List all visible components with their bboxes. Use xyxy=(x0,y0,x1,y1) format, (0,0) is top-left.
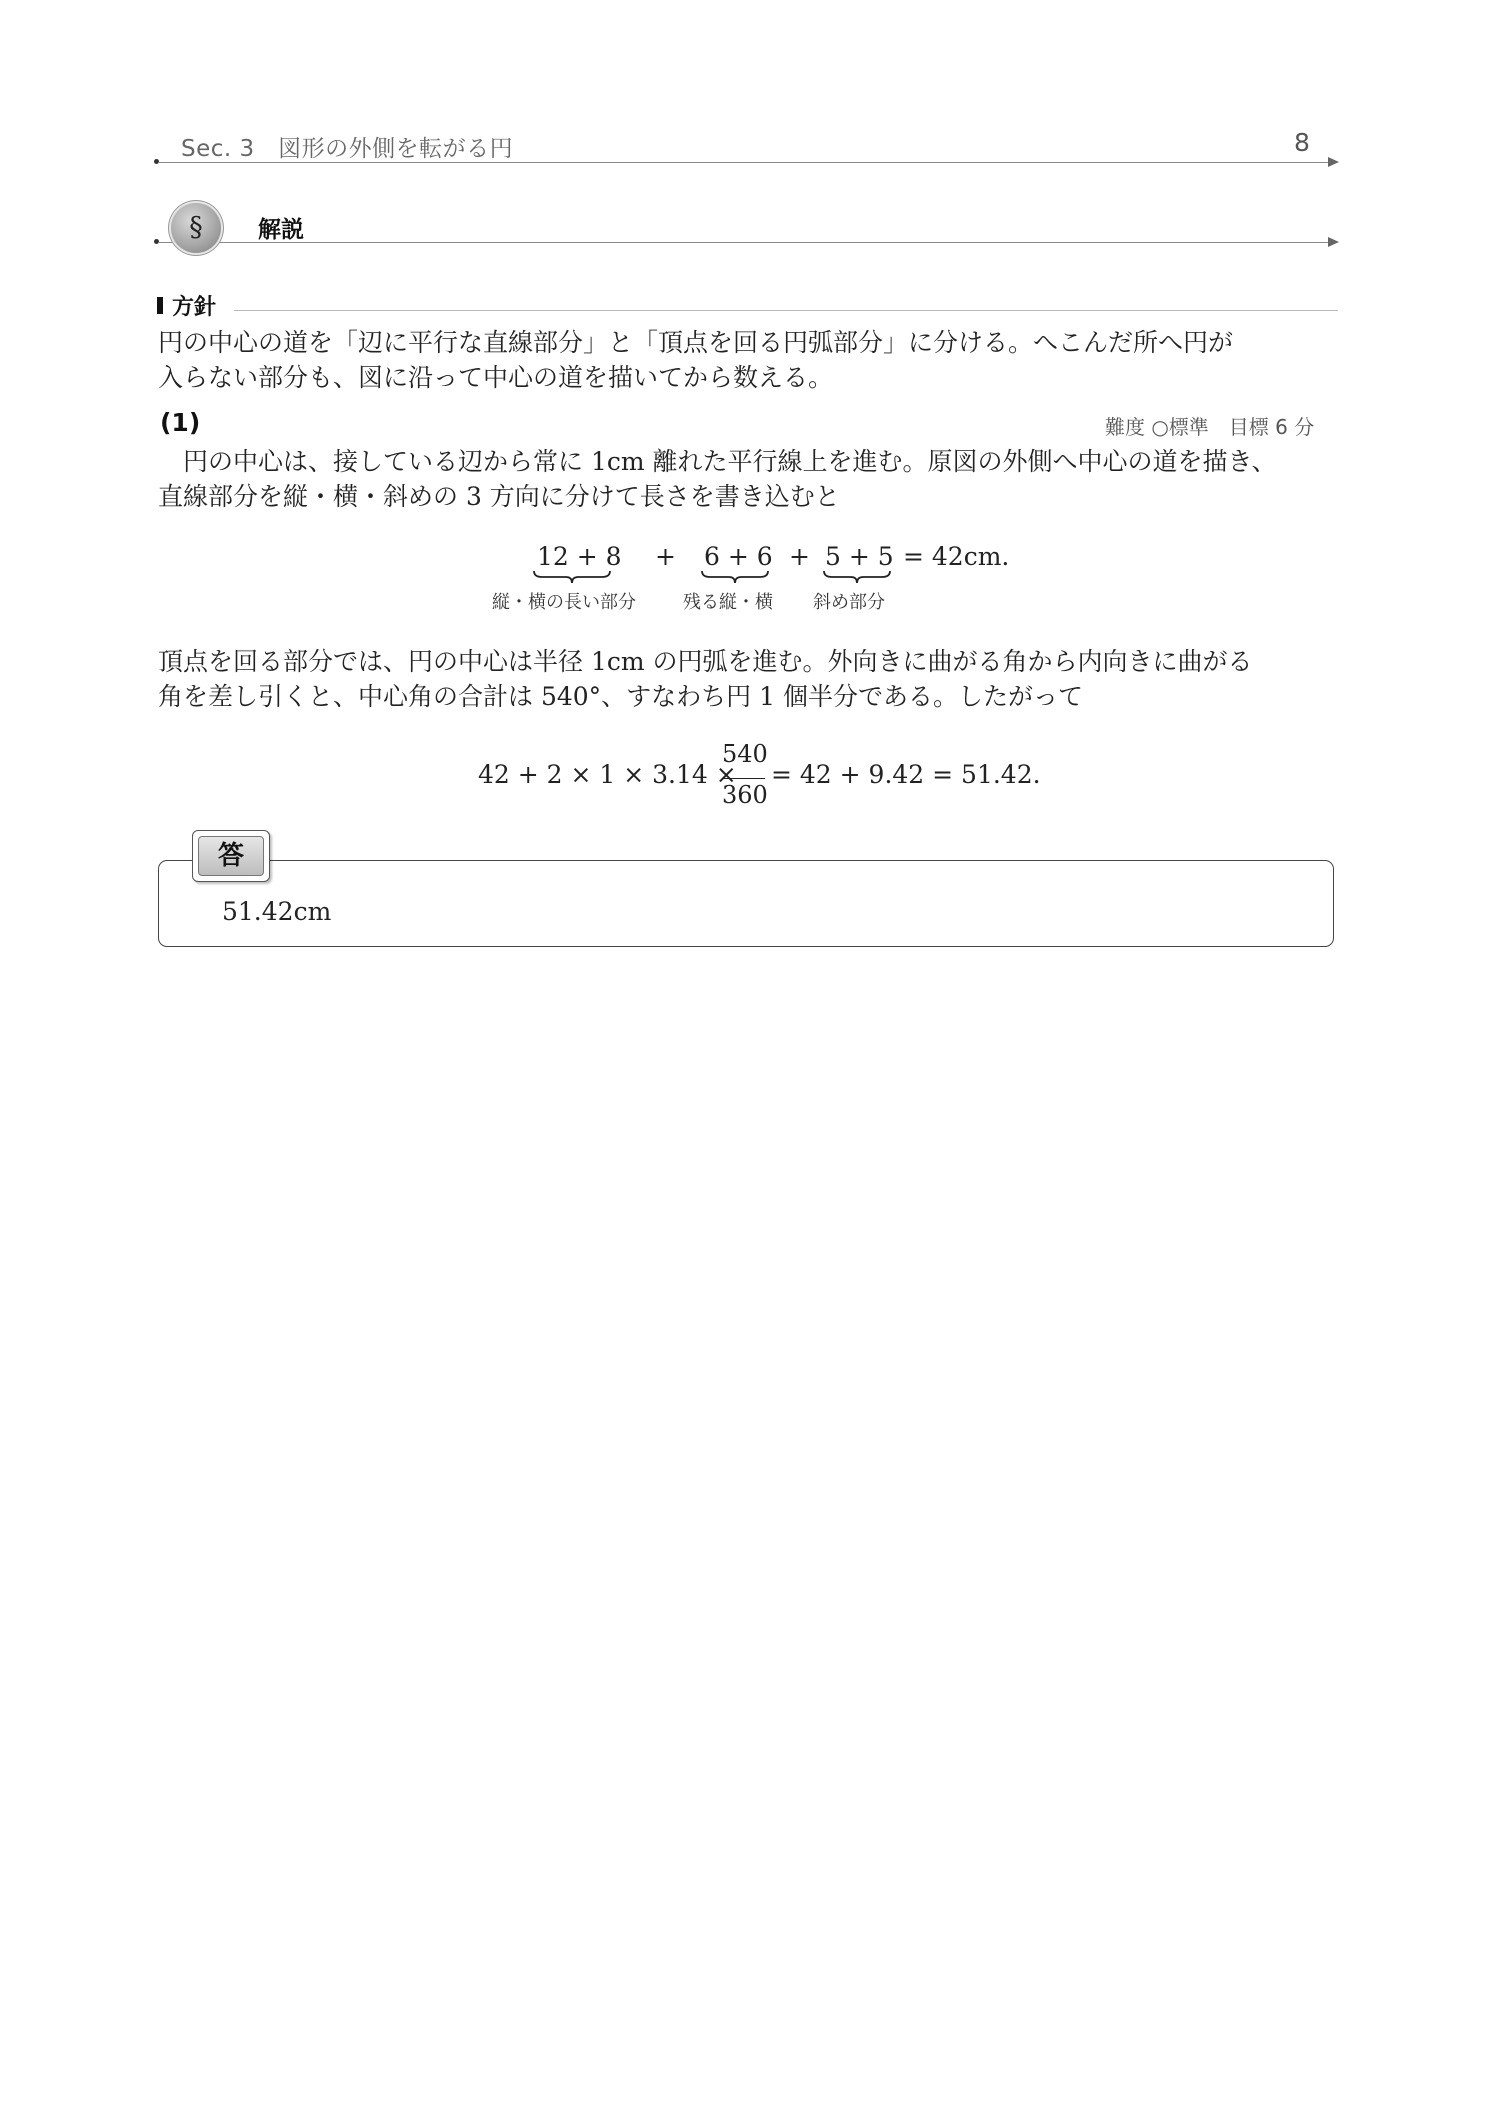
problem-para1-line-1: 円の中心は、接している辺から常に 1cm 離れた平行線上を進む。原図の外側へ中心の道を描き、 xyxy=(158,447,1277,476)
brace-label-2: 残る縦・横 xyxy=(683,592,773,613)
houshin-rule xyxy=(234,310,1338,311)
kaisetsu-arrow-icon xyxy=(1328,237,1339,247)
eq2-right: = 42 + 9.42 = 51.42. xyxy=(771,760,1041,789)
section-sign-icon: § xyxy=(171,203,221,253)
houshin-marker xyxy=(157,297,163,314)
eq1-term-3: 5 + 5 xyxy=(825,542,894,571)
eq2-denominator: 360 xyxy=(722,781,768,809)
eq1-term-1: 12 + 8 xyxy=(537,542,622,571)
problem-para2-line-2: 角を差し引くと、中心角の合計は 540°、すなわち円 1 個半分である。したがって xyxy=(158,682,1083,711)
eq1-plus-1: + xyxy=(655,542,676,571)
header-rule xyxy=(158,162,1330,163)
eq1-result: = 42cm. xyxy=(903,542,1010,571)
problem-number: (1) xyxy=(160,408,201,437)
eq2-numerator: 540 xyxy=(722,740,768,768)
houshin-line-1: 円の中心の道を「辺に平行な直線部分」と「頂点を回る円弧部分」に分ける。へこんだ所へ円が xyxy=(158,328,1234,357)
difficulty-label: 難度 ○標準 目標 6 分 xyxy=(1105,415,1315,439)
underbrace-2 xyxy=(700,569,770,585)
brace-label-1: 縦・横の長い部分 xyxy=(492,592,636,613)
houshin-title: 方針 xyxy=(172,295,217,320)
answer-box xyxy=(158,860,1334,947)
kaisetsu-title: 解説 xyxy=(258,217,304,243)
section-title: Sec. 3 図形の外側を転がる円 xyxy=(181,136,514,162)
eq2-fraction-bar xyxy=(723,778,765,779)
page-number: 8 xyxy=(1294,128,1310,157)
answer-label: 答 xyxy=(198,836,264,876)
answer-value: 51.42cm xyxy=(222,897,332,926)
underbrace-1 xyxy=(532,569,612,585)
kaisetsu-rule xyxy=(158,242,1330,243)
brace-label-3: 斜め部分 xyxy=(813,592,885,613)
underbrace-3 xyxy=(822,569,892,585)
problem-para2-line-1: 頂点を回る部分では、円の中心は半径 1cm の円弧を進む。外向きに曲がる角から内向きに曲がる xyxy=(158,647,1253,676)
header-arrow-icon xyxy=(1328,157,1339,167)
eq2-left: 42 + 2 × 1 × 3.14 × xyxy=(478,760,737,789)
problem-para1-line-2: 直線部分を縦・横・斜めの 3 方向に分けて長さを書き込むと xyxy=(158,482,840,511)
eq1-term-2: 6 + 6 xyxy=(704,542,773,571)
answer-badge xyxy=(192,830,270,882)
houshin-line-2: 入らない部分も、図に沿って中心の道を描いてから数える。 xyxy=(158,363,834,392)
eq1-plus-2: + xyxy=(789,542,810,571)
